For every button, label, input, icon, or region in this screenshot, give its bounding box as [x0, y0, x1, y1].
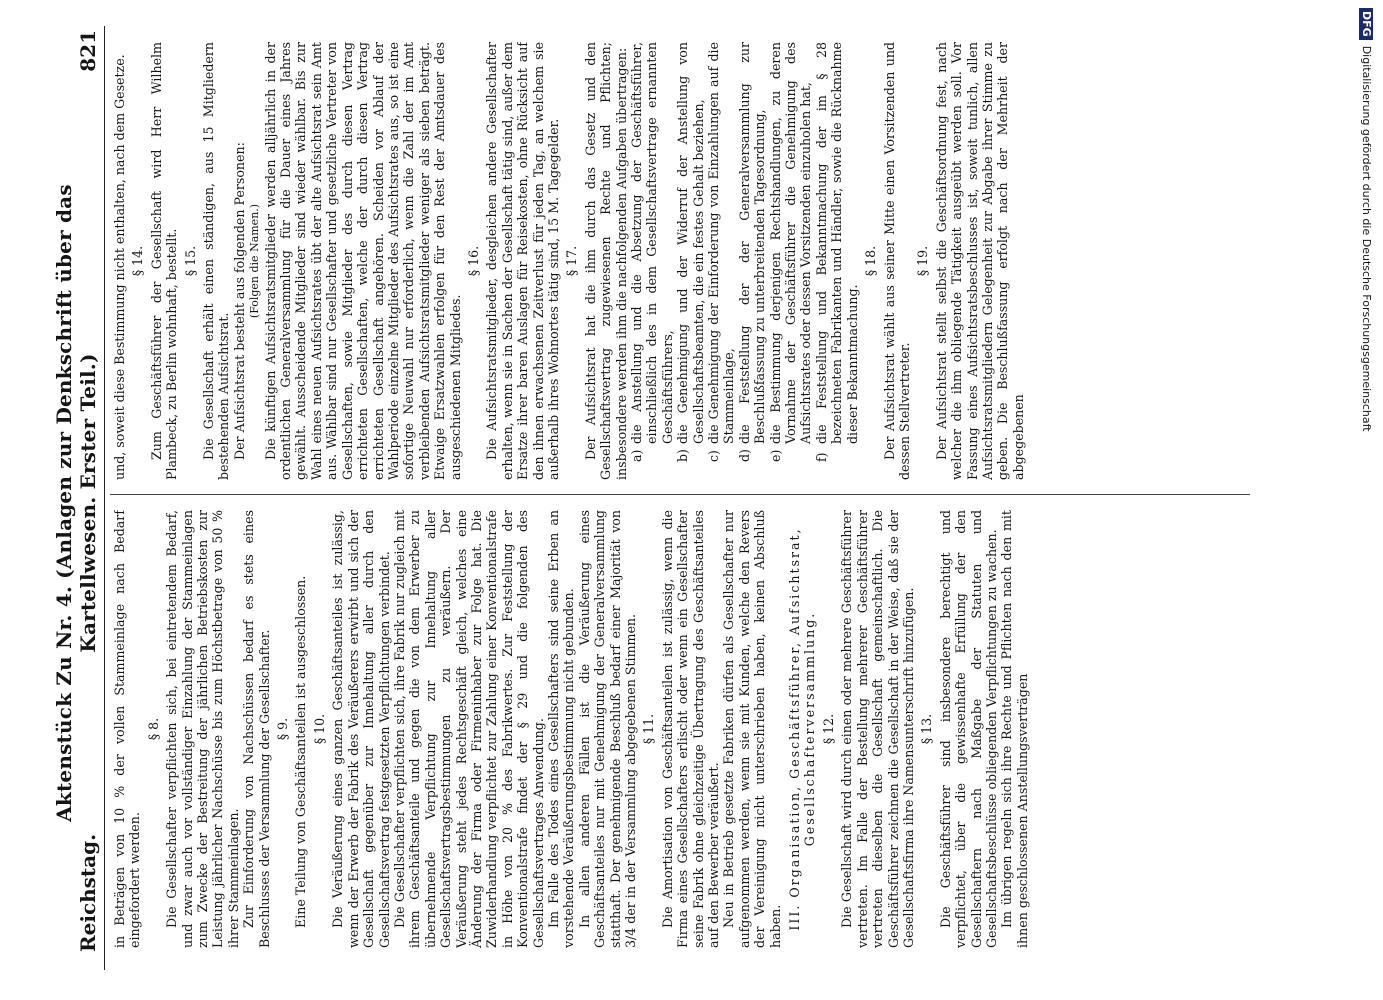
section-heading: § 13. — [919, 713, 935, 745]
dfg-logo: DFG — [1359, 8, 1373, 40]
section-heading: § 12. — [820, 713, 836, 745]
item-text: die Bestimmung derjenigen Rechtshandlungen, zu deren Vornahme der Geschäftsführer die Genehmigung des Aufsichtsrates oder dessen Vorsitzenden einzuholen hat, — [767, 42, 814, 444]
paragraph: Im übrigen regeln sich ihre Rechte und Pflichten nach den mit ihnen geschlossenen Anstellungsverträgen — [999, 510, 1030, 948]
item-label: b) — [675, 449, 691, 462]
item-text: die Genehmigung und der Widerruf der Anstellung von Gesellschaftsbeamten, die ein festes Gehalt beziehen, — [675, 42, 706, 444]
item-label: d) — [736, 449, 752, 462]
list-item — [706, 42, 737, 480]
item-text: die Feststellung und Bekanntmachung der im § 28 bezeichneten Fabrikanten und Händler, sowie die Rücknahme dieser Bekanntmachung. — [813, 42, 860, 444]
paragraph: Der Aufsichtsrat wählt aus seiner Mitte einen Vorsitzenden und dessen Stellvertreter. — [881, 42, 912, 480]
paragraph: Die Amortisation von Geschäftsanteilen ist zulässig, wenn die Firma eines Gesellschafters erlischt oder wenn ein Gesellschafter seine Fabrik ohne gleichzeitige Übertragung des Geschäftsanteiles auf den Bewerber veräußert. — [659, 510, 722, 948]
item-label: c) — [706, 450, 722, 462]
section-heading: § 19. — [915, 245, 931, 277]
section-heading: § 10. — [311, 713, 327, 745]
paragraph: Neu in Betrieb gesetzte Fabriken dürfen als Gesellschafter nur aufgenommen werden, wenn sie mit Kunden, welche den Revers der Vereinigung nicht unterschrieben haben, keinen Abschluß haben. — [721, 510, 783, 948]
header-title: Aktenstück Zu Nr. 4. (Anlagen zur Denkschrift über das Kartellwesen. Erster Teil.) — [52, 184, 100, 822]
item-text: die Anstellung und die Absetzung der Geschäftsführer, einschließlich des in dem Gesellschaftsvertrage ernannten Geschäftsführers, — [629, 42, 675, 444]
digitization-credit — [1351, 8, 1381, 992]
paragraph: Die künftigen Aufsichtsratsmitglieder werden alljährlich in der ordentlichen Generalversammlung für die Dauer eines Jahres gewählt. Ausscheidende Mitglieder sind wieder wählbar. Bis zur Wahl eines neuen Aufsichtsrates übt der alte Aufsichtsrat sein Amt aus. Wählbar sind nur Gesellschafter und gesetzliche Vertreter von Gesellschaften, sowie Mitglieder des durch diesen Vertrag errichteten Gesellschaften, welche der durch diesen Vertrag errichteten Gesellschaft angehören. Scheiden vor Ablauf der Wahlperiode einzelne Mitglieder des Aufsichtsrates aus, so ist eine sofortige Neuwahl nur erforderlich, wenn die Zahl der im Amt verbleibenden Aufsichtsratsmitglieder weniger als sieben beträgt. Etwaige Ersatzwahlen erfolgen für den Rest der Amtsdauer des ausgeschiedenen Mitgliedes. — [262, 42, 463, 480]
header-left: Reichstag. — [76, 833, 100, 952]
item-label: e) — [767, 449, 783, 462]
editorial-note: (Folgen die Namen.) — [248, 203, 262, 319]
paragraph: Der Aufsichtsrat stellt selbst die Geschäftsordnung fest, nach welcher die ihm obliegende Tätigkeit ausgeübt werden soll. Vor Fassung eines Aufsichtsratsbeschlusses ist, soweit tunlich, allen Aufsichtsratsmitgliedern Gelegenheit zur Abgabe ihrer Stimme zu geben. Die Beschlußfassung erfolgt nach der Mehrheit der abgegebenen — [933, 42, 1026, 480]
section-heading: § 8. — [145, 717, 161, 741]
credit-line — [1351, 8, 1381, 992]
column-divider — [110, 494, 1250, 495]
section-heading: § 16. — [465, 245, 481, 277]
list-item — [629, 42, 675, 480]
item-text: die Feststellung der der Generalversammlung zur Beschlußfassung zu unterbreitenden Tagesordnung, — [736, 42, 768, 444]
paragraph: Die Geschäftsführer sind insbesondere berechtigt und verpflichtet, über die gewissenhafte Erfüllung der den Gesellschaftern nach Maßgabe der Statuten und Gesellschaftsbeschlüsse obliegenden Verpflichtungen zu wachen. — [937, 510, 999, 948]
list-item — [768, 42, 814, 480]
page-number: 821 — [76, 30, 100, 72]
paragraph: Die Aufsichtsratsmitglieder, desgleichen andere Gesellschafter erhalten, wenn sie in Sachen der Gesellschaft tätig sind, außer dem Ersatze ihrer baren Auslagen für Reisekosten, ohne Rücksicht auf den ihnen erwachsenen Zeitverlust für jeden Tag, an welchem sie außerhalb ihres Wohnortes tätig sind, 15 M. Tagegelder. — [484, 42, 561, 480]
list-item — [737, 42, 768, 480]
page-header — [52, 26, 105, 970]
section-heading: § 9. — [275, 717, 291, 741]
item-label: a) — [629, 449, 644, 462]
paragraph: in Beträgen von 10 % der vollen Stammeinlage nach Bedarf eingefordert werden. — [112, 510, 143, 948]
paragraph: Zum Geschäftsführer der Gesellschaft wird Herr Wilhelm Plambeck, zu Berlin wohnhaft, bestellt. — [148, 42, 180, 480]
paragraph: Die Gesellschafter verpflichten sich, bei eintretendem Bedarf, und zwar auch vor vollständiger Einzahlung der Stammeinlagen zum Zwecke der Bestreitung der jährlichen Betriebskosten zur Leistung jährlicher Nachschüsse bis zum Höchstbetrage von 50 % ihrer Stammeinlagen. — [164, 510, 241, 948]
right-column — [112, 42, 1242, 480]
paragraph: Die Veräußerung eines ganzen Geschäftsanteiles ist zulässig, wenn der Erwerb der Fabrik des Veräußerers erwirbt und sich der Gesellschaft gegenüber zur Innehaltung aller durch den Gesellschaftsvertrag festgesetzten Verpflichtungen verbindet. — [330, 510, 392, 948]
paragraph: Im Falle des Todes eines Gesellschafters sind seine Erben an vorstehende Veräußerungsbestimmung nicht gebunden. — [545, 510, 577, 948]
paragraph: Die Gesellschaft wird durch einen oder mehrere Geschäftsführer vertreten. Im Falle der Bestellung mehrerer Geschäftsführer vertreten dieselben die Gesellschaft gemeinschaftlich. Die Geschäftsführer zeichnen die Gesellschaft in der Weise, daß sie der Gesellschaftsfirma ihre Namensunterschrift hinzufügen. — [839, 510, 916, 948]
paragraph: Der Aufsichtsrat hat die ihm durch das Gesetz und den Gesellschaftsvertrag zugewiesenen Rechte und Pflichten; insbesondere werden ihm die nachfolgenden Aufgaben übertragen: — [582, 42, 629, 480]
paragraph: Die Gesellschafter verpflichten sich, ihre Fabrik nur zugleich mit ihrem Geschäftsanteile und gegen die von dem Erwerber zu übernehmende Verpflichtung zur Innehaltung aller Gesellschaftsvertragsbestimmungen zu veräußern. Der Veräußerung steht jedes Rechtsgeschäft gleich, welches eine Änderung der Firma oder Firmeninhaber zur Folge hat. Die Zuwiderhandlung verpflichtet zur Zahlung einer Konventionalstrafe in Höhe von 20 % des Fabrikwertes. Zur Feststellung der Konventionalstrafe findet der § 29 und die folgenden des Gesellschaftsvertrages Anwendung. — [391, 510, 546, 948]
list-item — [675, 42, 706, 480]
item-text: die Genehmigung der Einforderung von Einzahlungen auf die Stammeinlage, — [706, 42, 737, 444]
list-item — [814, 42, 860, 480]
task-list — [629, 42, 860, 480]
section-heading: § 11. — [641, 713, 657, 745]
section-heading: § 17. — [564, 245, 580, 277]
credit-text: Digitalisierung gefördert durch die Deutsche Forschungsgemeinschaft — [1360, 45, 1373, 432]
paragraph: Der Aufsichtsrat besteht aus folgenden Personen: — [231, 142, 247, 460]
section-heading: § 14. — [130, 245, 146, 277]
paragraph: In allen anderen Fällen ist die Veräußerung eines Geschäftsanteiles nur mit Genehmigung der Generalversammlung statthaft. Der genehmigende Beschluß bedarf einer Majorität von 3/4 der in der Versammlung abgegebenen Stimmen. — [576, 510, 638, 948]
section-heading: § 18. — [863, 245, 879, 277]
paragraph: und, soweit diese Bestimmung nicht enthalten, nach dem Gesetze. — [112, 54, 127, 480]
paragraph: Die Gesellschaft erhält einen ständigen, aus 15 Mitgliedern bestehenden Aufsichtsrat. — [201, 42, 232, 480]
paragraph: Zur Einforderung von Nachschüssen bedarf es stets eines Beschlusses der Versammlung der Gesellschafter. — [241, 510, 272, 948]
left-column — [112, 510, 1242, 948]
item-label: f) — [813, 452, 829, 462]
chapter-heading: III. Organisation, Geschäftsführer, Aufsichtsrat, Gesellschafterversammlung. — [787, 527, 818, 931]
paragraph: Eine Teilung von Geschäftsanteilen ist ausgeschlossen. — [293, 575, 309, 928]
section-heading: § 15. — [182, 245, 198, 277]
